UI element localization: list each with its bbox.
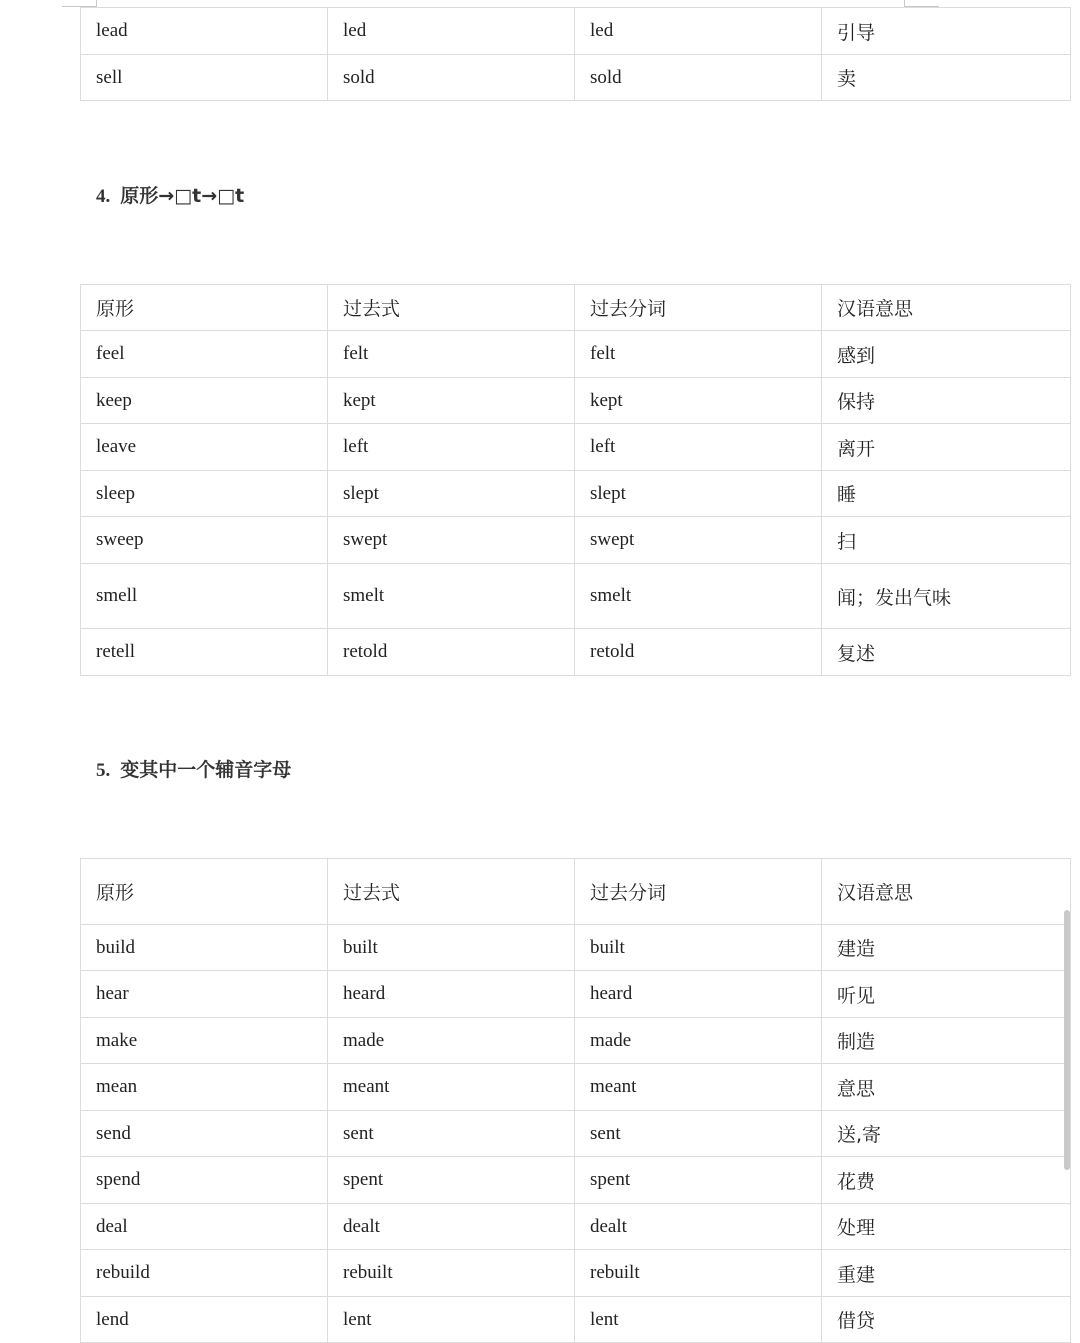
past-tense-cell: dealt bbox=[328, 1204, 575, 1250]
base-form-cell: rebuild bbox=[81, 1250, 328, 1297]
table-row bbox=[81, 629, 1071, 676]
base-form-cell: smell bbox=[81, 564, 328, 629]
past-participle-cell: dealt bbox=[575, 1204, 822, 1250]
past-participle-cell: slept bbox=[575, 471, 822, 517]
section-heading-4 bbox=[96, 181, 244, 208]
past-tense-cell: smelt bbox=[328, 564, 575, 629]
past-tense-cell: led bbox=[328, 8, 575, 55]
page-corner-mark bbox=[62, 0, 97, 7]
section-title: 变其中一个辅音字母 bbox=[120, 759, 292, 781]
past-participle-cell: made bbox=[575, 1018, 822, 1064]
past-tense-cell: swept bbox=[328, 517, 575, 564]
table-row bbox=[81, 564, 1071, 629]
chinese-meaning-cell: 意思 bbox=[822, 1064, 1071, 1111]
base-form-cell: sleep bbox=[81, 471, 328, 517]
base-form-cell: spend bbox=[81, 1157, 328, 1204]
past-tense-cell: lent bbox=[328, 1297, 575, 1343]
past-participle-cell: meant bbox=[575, 1064, 822, 1111]
section-number: 4. bbox=[96, 186, 111, 207]
column-header-past-participle: 过去分词 bbox=[575, 859, 822, 925]
base-form-cell: sweep bbox=[81, 517, 328, 564]
past-tense-cell: rebuilt bbox=[328, 1250, 575, 1297]
base-form-cell: feel bbox=[81, 331, 328, 378]
chinese-meaning-cell: 制造 bbox=[822, 1018, 1071, 1064]
past-participle-cell: rebuilt bbox=[575, 1250, 822, 1297]
chinese-meaning-cell: 送,寄 bbox=[822, 1111, 1071, 1157]
past-participle-cell: spent bbox=[575, 1157, 822, 1204]
past-tense-cell: sold bbox=[328, 55, 575, 101]
page-corner-mark bbox=[904, 0, 939, 7]
past-participle-cell: heard bbox=[575, 971, 822, 1018]
past-participle-cell: sold bbox=[575, 55, 822, 101]
past-participle-cell: kept bbox=[575, 378, 822, 424]
table-row bbox=[81, 1064, 1071, 1111]
past-participle-cell: felt bbox=[575, 331, 822, 378]
chinese-meaning-cell: 建造 bbox=[822, 925, 1071, 971]
verb-table-section-4 bbox=[80, 284, 1071, 676]
chinese-meaning-cell: 睡 bbox=[822, 471, 1071, 517]
past-tense-cell: spent bbox=[328, 1157, 575, 1204]
past-participle-cell: sent bbox=[575, 1111, 822, 1157]
chinese-meaning-cell: 借贷 bbox=[822, 1297, 1071, 1343]
past-participle-cell: led bbox=[575, 8, 822, 55]
base-form-cell: build bbox=[81, 925, 328, 971]
chinese-meaning-cell: 离开 bbox=[822, 424, 1071, 471]
past-tense-cell: meant bbox=[328, 1064, 575, 1111]
table-row bbox=[81, 1250, 1071, 1297]
table-row bbox=[81, 1204, 1071, 1250]
chinese-meaning-cell: 卖 bbox=[822, 55, 1071, 101]
table-row bbox=[81, 8, 1071, 55]
past-tense-cell: made bbox=[328, 1018, 575, 1064]
section-number: 5. bbox=[96, 760, 111, 781]
verb-table-section-5 bbox=[80, 858, 1071, 1343]
base-form-cell: mean bbox=[81, 1064, 328, 1111]
base-form-cell: sell bbox=[81, 55, 328, 101]
column-header-base-form: 原形 bbox=[81, 859, 328, 925]
column-header-past-participle: 过去分词 bbox=[575, 285, 822, 331]
column-header-past-tense: 过去式 bbox=[328, 859, 575, 925]
table-row bbox=[81, 1157, 1071, 1204]
past-participle-cell: built bbox=[575, 925, 822, 971]
past-tense-cell: sent bbox=[328, 1111, 575, 1157]
past-tense-cell: heard bbox=[328, 971, 575, 1018]
base-form-cell: hear bbox=[81, 971, 328, 1018]
table-row bbox=[81, 55, 1071, 101]
base-form-cell: send bbox=[81, 1111, 328, 1157]
table-header-row bbox=[81, 859, 1071, 925]
verb-table-top bbox=[80, 7, 1071, 101]
table-header-row bbox=[81, 285, 1071, 331]
table-row bbox=[81, 1297, 1071, 1343]
base-form-cell: lend bbox=[81, 1297, 328, 1343]
past-tense-cell: built bbox=[328, 925, 575, 971]
base-form-cell: lead bbox=[81, 8, 328, 55]
chinese-meaning-cell: 复述 bbox=[822, 629, 1071, 676]
past-participle-cell: swept bbox=[575, 517, 822, 564]
table-row bbox=[81, 1111, 1071, 1157]
base-form-cell: keep bbox=[81, 378, 328, 424]
past-participle-cell: lent bbox=[575, 1297, 822, 1343]
chinese-meaning-cell: 闻；发出气味 bbox=[822, 564, 1071, 629]
table-row bbox=[81, 1018, 1071, 1064]
chinese-meaning-cell: 花费 bbox=[822, 1157, 1071, 1204]
table-row bbox=[81, 925, 1071, 971]
past-tense-cell: kept bbox=[328, 378, 575, 424]
column-header-chinese-meaning: 汉语意思 bbox=[822, 285, 1071, 331]
past-tense-cell: slept bbox=[328, 471, 575, 517]
vertical-scrollbar[interactable] bbox=[1064, 910, 1070, 1170]
table-row bbox=[81, 424, 1071, 471]
column-header-chinese-meaning: 汉语意思 bbox=[822, 859, 1071, 925]
chinese-meaning-cell: 处理 bbox=[822, 1204, 1071, 1250]
table-row bbox=[81, 517, 1071, 564]
chinese-meaning-cell: 听见 bbox=[822, 971, 1071, 1018]
table-row bbox=[81, 971, 1071, 1018]
chinese-meaning-cell: 引导 bbox=[822, 8, 1071, 55]
past-participle-cell: retold bbox=[575, 629, 822, 676]
column-header-past-tense: 过去式 bbox=[328, 285, 575, 331]
table-row bbox=[81, 378, 1071, 424]
chinese-meaning-cell: 重建 bbox=[822, 1250, 1071, 1297]
chinese-meaning-cell: 扫 bbox=[822, 517, 1071, 564]
base-form-cell: leave bbox=[81, 424, 328, 471]
past-tense-cell: retold bbox=[328, 629, 575, 676]
base-form-cell: make bbox=[81, 1018, 328, 1064]
table-row bbox=[81, 471, 1071, 517]
section-heading-5 bbox=[96, 755, 291, 782]
past-tense-cell: felt bbox=[328, 331, 575, 378]
chinese-meaning-cell: 保持 bbox=[822, 378, 1071, 424]
column-header-base-form: 原形 bbox=[81, 285, 328, 331]
past-participle-cell: smelt bbox=[575, 564, 822, 629]
base-form-cell: retell bbox=[81, 629, 328, 676]
table-row bbox=[81, 331, 1071, 378]
past-tense-cell: left bbox=[328, 424, 575, 471]
past-participle-cell: left bbox=[575, 424, 822, 471]
chinese-meaning-cell: 感到 bbox=[822, 331, 1071, 378]
base-form-cell: deal bbox=[81, 1204, 328, 1250]
section-title: 原形→□t→□t bbox=[120, 185, 245, 207]
